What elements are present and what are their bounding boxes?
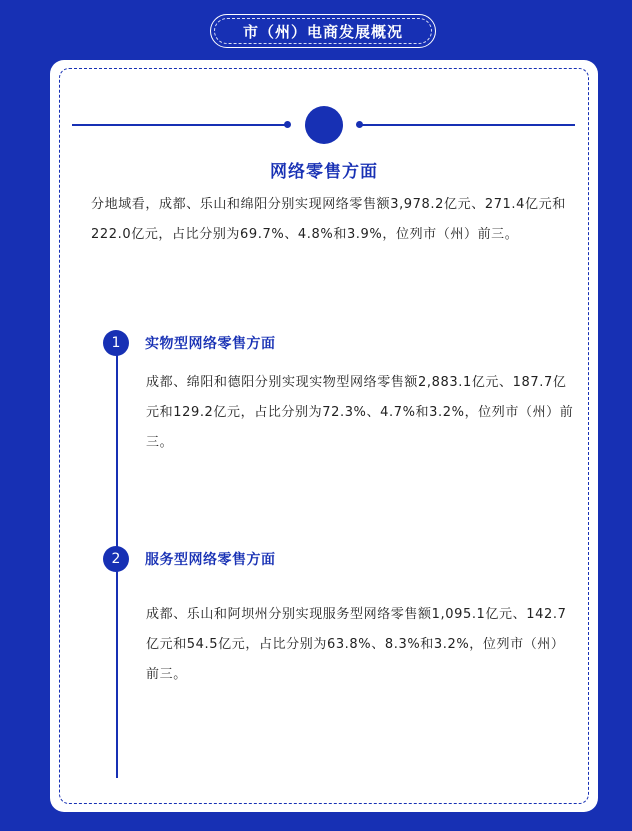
item-title: 实物型网络零售方面	[145, 336, 276, 352]
item-title: 服务型网络零售方面	[145, 552, 276, 568]
content-card	[50, 60, 598, 812]
header-pill	[210, 14, 436, 48]
section-intro-text: 分地域看，成都、乐山和绵阳分别实现网络零售额3,978.2亿元、271.4亿元和222.0亿元，占比分别为69.7%、4.8%和3.9%，位列市（州）前三。	[91, 197, 566, 242]
header-title: 市（州）电商发展概况	[214, 18, 432, 44]
section-title: 网络零售方面	[270, 162, 378, 182]
section-circle-icon	[305, 106, 343, 144]
divider-line-left	[72, 124, 286, 126]
item-text: 成都、绵阳和德阳分别实现实物型网络零售额2,883.1亿元、187.7亿元和129.2亿元，占比分别为72.3%、4.7%和3.2%，位列市（州）前三。	[146, 375, 574, 450]
divider-line-right	[362, 124, 575, 126]
item-text: 成都、乐山和阿坝州分别实现服务型网络零售额1,095.1亿元、142.7亿元和54.5亿元，占比分别为63.8%、8.3%和3.2%，位列市（州）前三。	[146, 607, 567, 682]
item-number-badge: 2	[103, 546, 129, 572]
item-number-badge: 1	[103, 330, 129, 356]
divider-dot-left	[284, 121, 291, 128]
